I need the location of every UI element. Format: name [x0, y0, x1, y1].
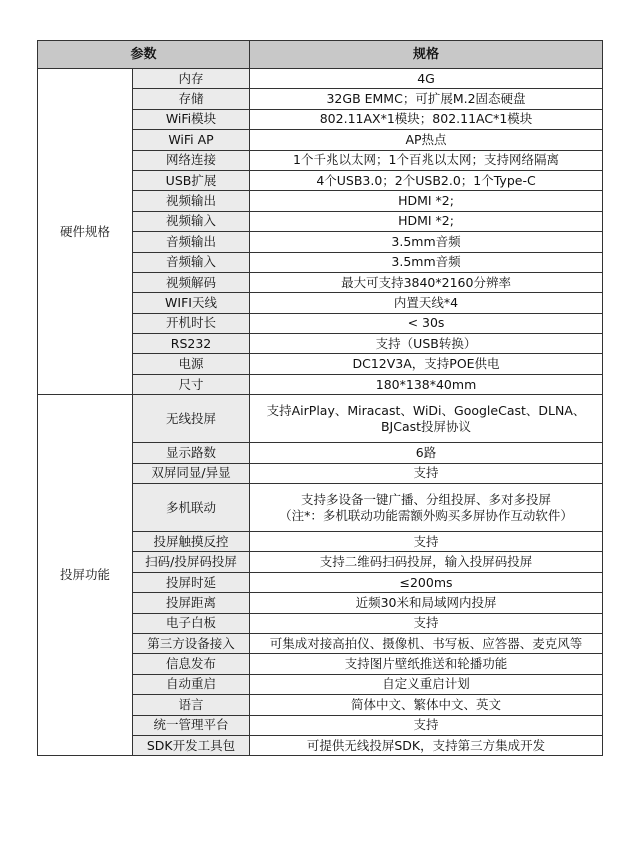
- spec-cell: 自定义重启计划: [250, 674, 603, 694]
- spec-cell: DC12V3A，支持POE供电: [250, 354, 603, 374]
- spec-cell: HDMI *2;: [250, 191, 603, 211]
- param-cell: 语言: [133, 695, 250, 715]
- param-cell: WIFI天线: [133, 293, 250, 313]
- spec-cell: 可集成对接高拍仪、摄像机、书写板、应答器、麦克风等: [250, 633, 603, 653]
- spec-cell: 32GB EMMC；可扩展M.2固态硬盘: [250, 89, 603, 109]
- spec-cell: 支持: [250, 613, 603, 633]
- spec-cell: [250, 484, 603, 532]
- header-row: [38, 41, 603, 69]
- param-cell: 音频输入: [133, 252, 250, 272]
- param-cell: SDK开发工具包: [133, 735, 250, 755]
- spec-cell: < 30s: [250, 313, 603, 333]
- spec-cell: 支持二维码扫码投屏，输入投屏码投屏: [250, 552, 603, 572]
- param-cell: 双屏同显/异显: [133, 463, 250, 483]
- param-cell: WiFi AP: [133, 130, 250, 150]
- param-cell: 视频输入: [133, 211, 250, 231]
- param-cell: 投屏时延: [133, 572, 250, 592]
- spec-cell: 支持: [250, 463, 603, 483]
- spec-cell: 近频30米和局域网内投屏: [250, 593, 603, 613]
- spec-cell: 简体中文、繁体中文、英文: [250, 695, 603, 715]
- spec-line: （注*：多机联动功能需额外购买多屏协作互动软件）: [279, 507, 573, 523]
- param-cell: 多机联动: [133, 484, 250, 532]
- spec-table: [37, 40, 603, 756]
- spec-cell: 内置天线*4: [250, 293, 603, 313]
- spec-cell: 4个USB3.0；2个USB2.0；1个Type-C: [250, 170, 603, 190]
- param-cell: 视频解码: [133, 272, 250, 292]
- spec-cell: 支持图片壁纸推送和轮播功能: [250, 654, 603, 674]
- spec-cell: 支持: [250, 532, 603, 552]
- spec-cell: 1个千兆以太网；1个百兆以太网；支持网络隔离: [250, 150, 603, 170]
- spec-cell: AP热点: [250, 130, 603, 150]
- param-cell: RS232: [133, 334, 250, 354]
- param-cell: 网络连接: [133, 150, 250, 170]
- param-cell: 音频输出: [133, 232, 250, 252]
- param-cell: 自动重启: [133, 674, 250, 694]
- spec-cell: 180*138*40mm: [250, 374, 603, 394]
- param-cell: 无线投屏: [133, 395, 250, 443]
- spec-cell: 最大可支持3840*2160分辨率: [250, 272, 603, 292]
- table-row: [38, 395, 603, 443]
- param-cell: 视频输出: [133, 191, 250, 211]
- spec-cell: ≤200ms: [250, 572, 603, 592]
- spec-cell: 支持: [250, 715, 603, 735]
- spec-cell: 可提供无线投屏SDK，支持第三方集成开发: [250, 735, 603, 755]
- param-cell: 电子白板: [133, 613, 250, 633]
- param-cell: 扫码/投屏码投屏: [133, 552, 250, 572]
- spec-cell: 802.11AX*1模块；802.11AC*1模块: [250, 109, 603, 129]
- param-cell: 开机时长: [133, 313, 250, 333]
- table-row: [38, 69, 603, 89]
- spec-cell: 6路: [250, 443, 603, 463]
- spec-cell: HDMI *2;: [250, 211, 603, 231]
- param-cell: 信息发布: [133, 654, 250, 674]
- param-cell: 第三方设备接入: [133, 633, 250, 653]
- group-label: 硬件规格: [38, 69, 133, 395]
- param-cell: 投屏触摸反控: [133, 532, 250, 552]
- param-cell: 尺寸: [133, 374, 250, 394]
- param-cell: 显示路数: [133, 443, 250, 463]
- spec-cell: 3.5mm音频: [250, 232, 603, 252]
- param-cell: 统一管理平台: [133, 715, 250, 735]
- param-cell: 电源: [133, 354, 250, 374]
- param-cell: 投屏距离: [133, 593, 250, 613]
- spec-line: 支持多设备一键广播、分组投屏、多对多投屏: [301, 491, 552, 507]
- spec-cell: 支持（USB转换）: [250, 334, 603, 354]
- spec-line: BJCast投屏协议: [380, 418, 472, 434]
- spec-cell: 4G: [250, 69, 603, 89]
- spec-cell: 3.5mm音频: [250, 252, 603, 272]
- param-cell: 内存: [133, 69, 250, 89]
- group-label: 投屏功能: [38, 395, 133, 756]
- spec-cell: [250, 395, 603, 443]
- spec-line: 支持AirPlay、Miracast、WiDi、GoogleCast、DLNA、: [266, 402, 586, 418]
- header-param: 参数: [38, 41, 250, 69]
- param-cell: USB扩展: [133, 170, 250, 190]
- param-cell: 存储: [133, 89, 250, 109]
- param-cell: WiFi模块: [133, 109, 250, 129]
- header-spec: 规格: [250, 41, 603, 69]
